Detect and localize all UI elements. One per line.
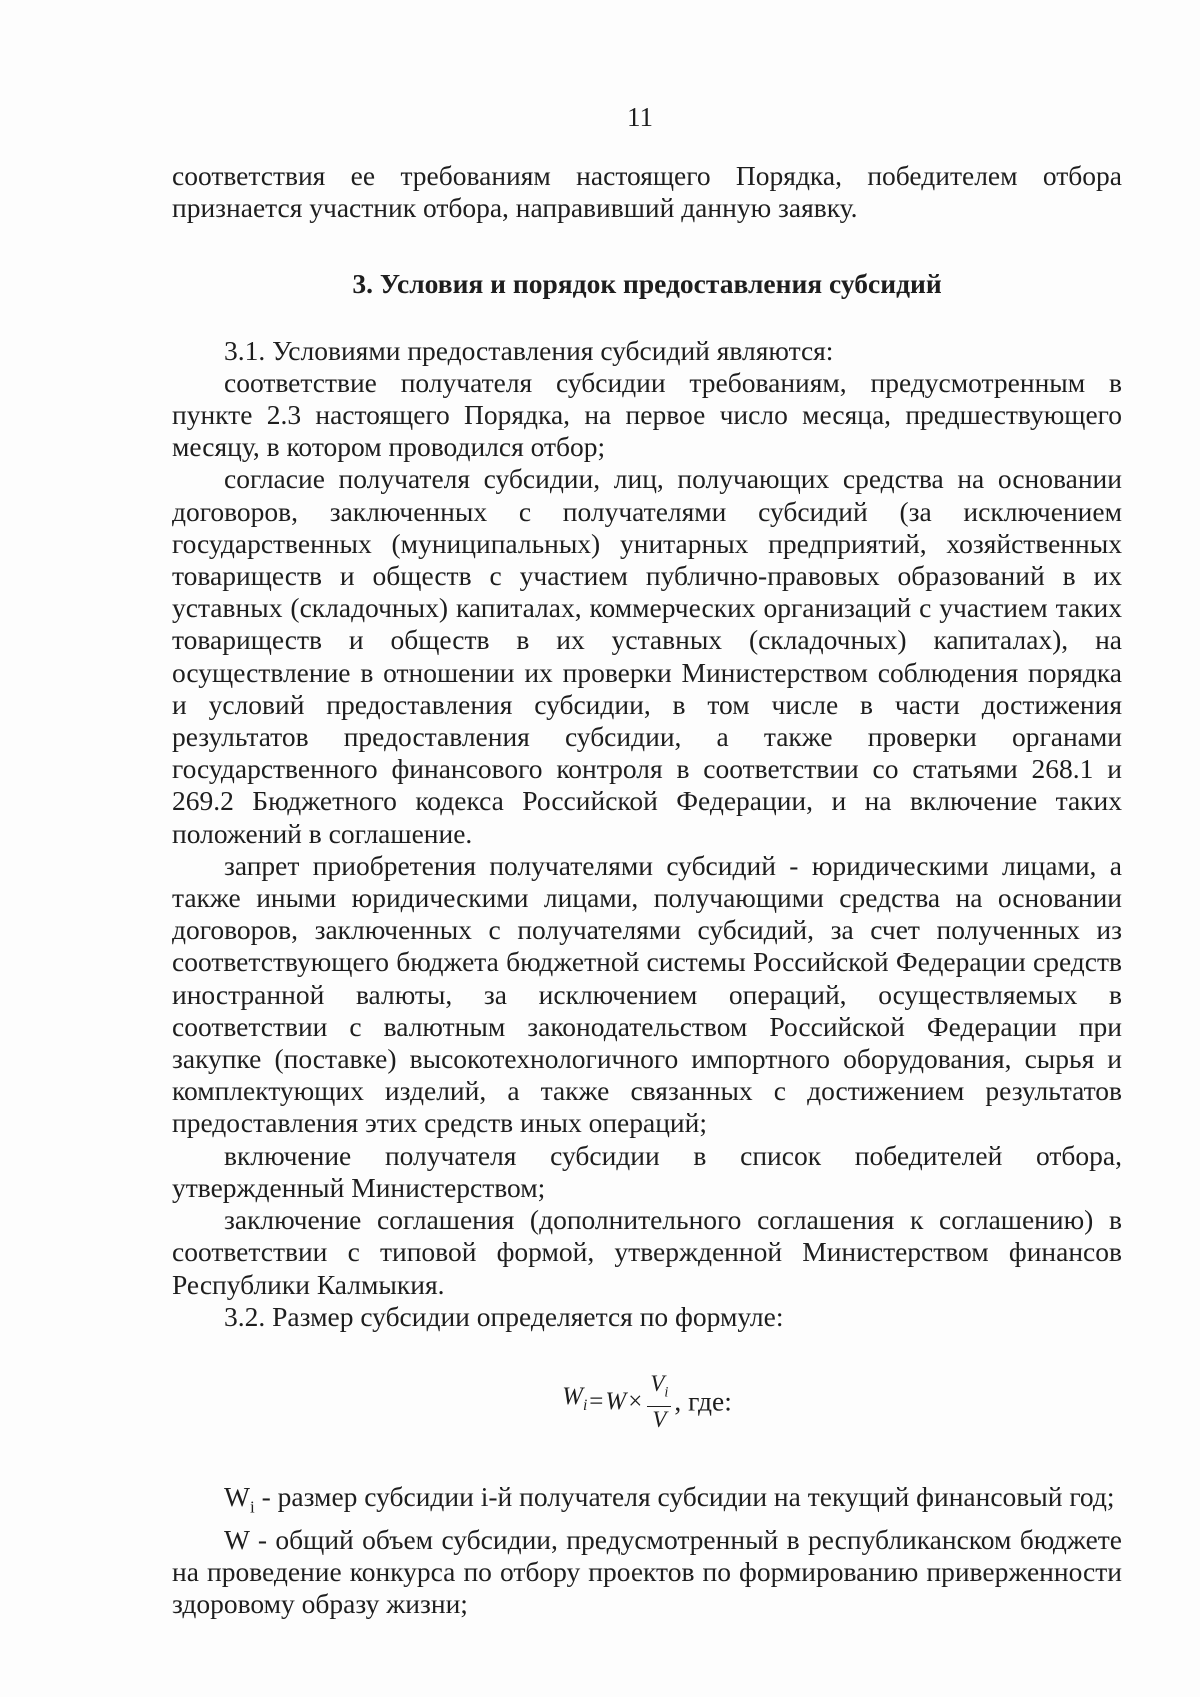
formula-rhs-var: W [605, 1387, 627, 1415]
definition-w: W - общий объем субсидии, предусмотренный в республиканском бюджете на проведение конкурса по отбору проектов по формированию приверженности здоровому образу жизни; [172, 1523, 1122, 1620]
paragraph: включение получателя субсидии в список победителей отбора, утвержденный Министерством; [172, 1139, 1122, 1203]
fraction-numerator: $V_i$ [647, 1371, 671, 1407]
page-number: 11 [627, 102, 653, 132]
section-heading: 3. Условия и порядок предоставления субсидий [352, 268, 942, 300]
paragraph: соответствие получателя субсидии требованиям, предусмотренным в пункте 2.3 настоящего Порядка, на первое число месяца, предшествующего месяцу, в котором проводился отбор; [172, 366, 1122, 463]
formula-equals: = [589, 1387, 604, 1415]
fraction-denominator: V [652, 1406, 667, 1432]
formula-math [562, 1371, 674, 1433]
formula-fraction [647, 1371, 671, 1433]
paragraph: заключение соглашения (дополнительного соглашения к соглашению) в соответствии с типовой формой, утвержденной Министерством финансов Республики Калмыкия. [172, 1204, 1122, 1300]
definition-wi: $W_i$ - размер субсидии i-й получателя субсидии на текущий финансовый год; [224, 1480, 1115, 1517]
paragraph: запрет приобретения получателями субсидий - юридическими лицами, а также иными юридическими лицами, получающими средства на основании договоров, заключенных с получателями субсидий, за счет полученных из соответствующего бюджета бюджетной системы Российской Федерации средств иностранной валюты, за исключением операций, осуществляемых в соответствии с валютным законодательством Российской Федерации при закупке (поставке) высокотехнологичного импортного оборудования, сырья и комплектующих изделий, а также связанных с достижением результатов предоставления этих средств иных операций; [172, 849, 1122, 1139]
paragraph: 3.1. Условиями предоставления субсидий являются: [224, 334, 834, 366]
subsidy-formula [172, 1371, 1122, 1431]
paragraph: 3.2. Размер субсидии определяется по формуле: [224, 1300, 784, 1332]
document-body [172, 160, 1122, 1620]
formula-times: × [628, 1387, 643, 1415]
formula-lhs: $W_i$ [562, 1383, 588, 1415]
formula-tail: , где: [674, 1385, 732, 1417]
paragraph: согласие получателя субсидии, лиц, получающих средства на основании договоров, заключенных с получателями субсидий (за исключением государственных (муниципальных) унитарных предприятий, хозяйственных товариществ и обществ с участием публично-правовых образований в их уставных (складочных) капиталах, коммерческих организаций с участием таких товариществ и обществ в их уставных (складочных) капиталах), на осуществление в отношении их проверки Министерством соблюдения порядка и условий предоставления субсидии, в том числе в части достижения результатов предоставления субсидии, а также проверки органами государственного финансового контроля в соответствии со статьями 268.1 и 269.2 Бюджетного кодекса Российской Федерации, и на включение таких положений в соглашение. [172, 463, 1122, 849]
paragraph-continuation: соответствия ее требованиям настоящего Порядка, победителем отбора признается участник отбора, направивший данную заявку. [172, 160, 1122, 224]
